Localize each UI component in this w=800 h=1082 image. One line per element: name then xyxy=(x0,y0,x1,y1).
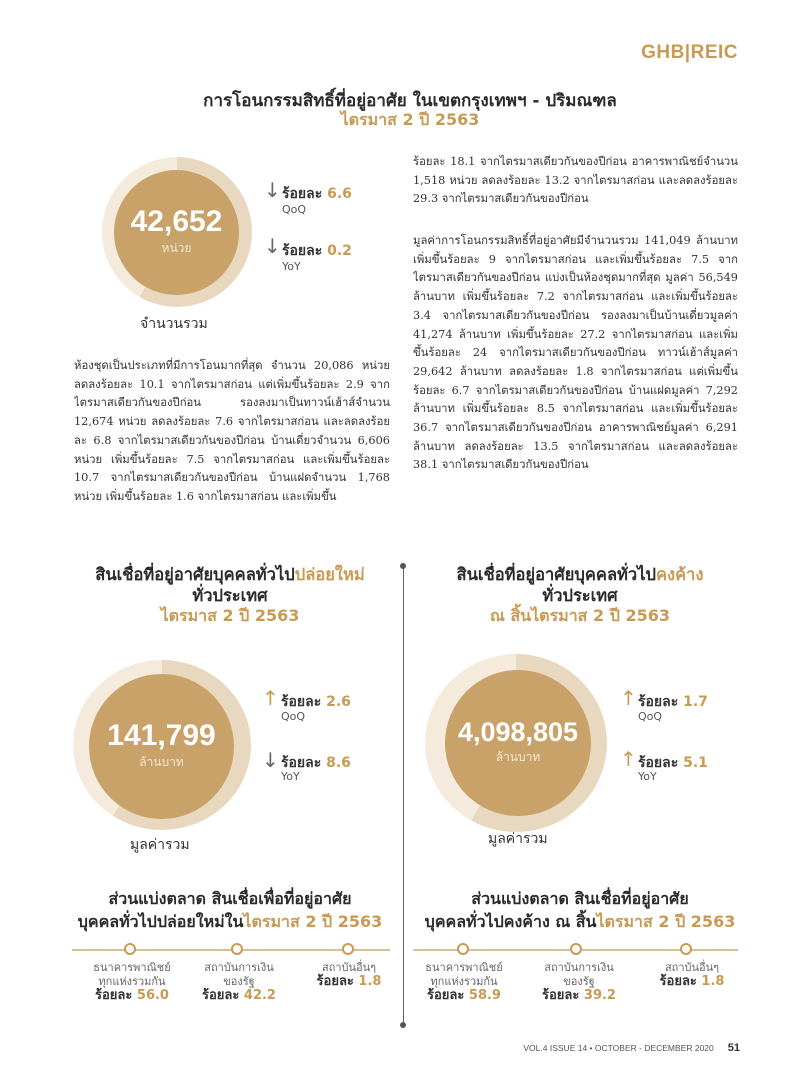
share-item-pct: 58.9 xyxy=(468,988,501,1003)
body-text-right-2: มูลค่าการโอนกรรมสิทธิ์ที่อยู่อาศัยมีจำนวนรวม 141,049 ล้านบาท เพิ่มขึ้นร้อยละ 9 จากไตรมาสก่อน และเพิ่มขึ้นร้อยละ 7.5 จากไตรมาสเดียวกันของปีก่อน แบ่งเป็นห้องชุดมากที่สุด มูลค่า 56,549 ล้านบาท เพิ่มขึ้นร้อยละ 7.2 จากไตรมาสก่อน และเพิ่มขึ้นร้อยละ 3.4 จากไตรมาสเดียวกันของปีก่อน รองลงมาเป็นบ้านเดี่ยวมูลค่า 41,274 ล้านบาท เพิ่มขึ้นร้อยละ 27.2 จากไตรมาสก่อน และเพิ่มขึ้นร้อยละ 24 จากไตรมาสเดียวกันของปีก่อน ทาวน์เฮ้าส์มูลค่า 29,642 ล้านบาท ลดลงร้อยละ 1.8 จากไตรมาสก่อน แต่เพิ่มขึ้นร้อยละ 6.7 จากไตรมาสเดียวกันของปีก่อน บ้านแฝดมูลค่า 7,292 ล้านบาท เพิ่มขึ้นร้อยละ 8.5 จากไตรมาสก่อน และเพิ่มขึ้นร้อยละ 36.7 จากไตรมาสเดียวกันของปีก่อน อาคารพาณิชย์มูลค่า 6,291 ล้านบาท ลดลงร้อยละ 13.5 จากไตรมาสก่อน และลดลงร้อยละ 38.1 จากไตรมาสเดียวกันของปีก่อน xyxy=(413,234,738,472)
share-new-title-dark: บุคคลทั่วไปปล่อยใหม่ใน xyxy=(77,912,244,931)
up-arrow-icon: ↑ xyxy=(620,686,637,710)
new-loans-caption: มูลค่ารวม xyxy=(130,837,190,853)
share-new-item-2 xyxy=(180,961,298,1003)
outstanding-yoy-value: 5.1 xyxy=(683,755,708,771)
new-loans-qoq-label: ร้อยละ xyxy=(281,694,322,710)
outstanding-yoy-tag: YoY xyxy=(638,770,657,783)
outstanding-unit: ล้านบาท xyxy=(495,750,541,764)
transfer-yoy-value: 0.2 xyxy=(327,243,352,259)
transfer-donut-center xyxy=(114,170,239,295)
new-loans-yoy-label: ร้อยละ xyxy=(281,755,322,771)
footer-issue: VOL.4 ISSUE 14 • OCTOBER - DECEMBER 2020 xyxy=(523,1043,714,1053)
outstanding-caption: มูลค่ารวม xyxy=(488,831,548,847)
outstanding-yoy-label: ร้อยละ xyxy=(638,755,679,771)
timeline-dot xyxy=(342,943,354,955)
share-out-title: ส่วนแบ่งตลาด สินเชื่อที่อยู่อาศัย xyxy=(471,889,689,908)
transfer-unit: หน่วย xyxy=(161,241,192,255)
timeline-dot xyxy=(680,943,692,955)
share-item-pct: 1.8 xyxy=(358,974,382,989)
share-out-title-gold: ไตรมาส 2 ปี 2563 xyxy=(596,912,736,931)
down-arrow-icon: ↓ xyxy=(262,748,279,772)
share-item-pct: 1.8 xyxy=(701,974,725,989)
share-item-pct-label: ร้อยละ xyxy=(659,974,697,989)
page-footer xyxy=(523,1042,740,1054)
share-item-pct-label: ร้อยละ xyxy=(542,988,580,1003)
new-loans-unit: ล้านบาท xyxy=(139,755,184,769)
transfer-caption: จำนวนรวม xyxy=(140,316,208,332)
share-new-title-line2 xyxy=(60,910,400,935)
transfer-qoq-tag: QoQ xyxy=(282,203,307,216)
share-out-title-line2 xyxy=(410,910,750,935)
outstanding-qoq-tag: QoQ xyxy=(638,710,663,723)
share-item-label: ธนาคารพาณิชย์ xyxy=(93,961,171,974)
up-arrow-icon: ↑ xyxy=(620,747,637,771)
share-item-label: ธนาคารพาณิชย์ xyxy=(425,961,503,974)
divider-bottom-dot xyxy=(400,1022,406,1028)
new-loans-qoq-value: 2.6 xyxy=(326,694,351,710)
body-text-right-1: ร้อยละ 18.1 จากไตรมาสเดียวกันของปีก่อน อาคารพาณิชย์จำนวน 1,518 หน่วย ลดลงร้อยละ 13.2 จากไตรมาสก่อน และลดลงร้อยละ 29.3 จากไตรมาสเดียวกันของปีก่อน xyxy=(413,155,738,206)
timeline-dot xyxy=(124,943,136,955)
share-item-label: สถาบันอื่นๆ xyxy=(321,961,377,974)
column-divider xyxy=(403,566,404,1026)
brand-logo: GHB|REIC xyxy=(641,42,738,63)
new-loans-title-line2: ทั่วประเทศ xyxy=(192,586,268,605)
share-out-item-2 xyxy=(520,961,638,1003)
share-item-pct: 56.0 xyxy=(136,988,169,1003)
new-loans-title-gold: ปล่อยใหม่ xyxy=(294,565,365,584)
transfer-qoq xyxy=(282,183,352,205)
new-loans-yoy-value: 8.6 xyxy=(326,755,351,771)
outstanding-qoq-label: ร้อยละ xyxy=(638,694,679,710)
share-item-label: ของรัฐ xyxy=(563,975,595,988)
down-arrow-icon: ↓ xyxy=(264,234,281,258)
share-item-pct-label: ร้อยละ xyxy=(202,988,240,1003)
outstanding-qoq-value: 1.7 xyxy=(683,694,708,710)
share-item-pct-label: ร้อยละ xyxy=(427,988,465,1003)
share-item-label: ของรัฐ xyxy=(223,975,255,988)
share-item-label: สถาบันอื่นๆ xyxy=(664,961,720,974)
outstanding-title-dark: สินเชื่อที่อยู่อาศัยบุคคลทั่วไป xyxy=(456,565,656,584)
transfer-yoy-tag: YoY xyxy=(282,260,301,273)
transfer-qoq-value: 6.6 xyxy=(327,186,352,202)
new-loans-total-value: 141,799 xyxy=(107,719,216,752)
outstanding-subtitle: ณ สิ้นไตรมาส 2 ปี 2563 xyxy=(490,606,670,625)
share-item-pct-label: ร้อยละ xyxy=(95,988,133,1003)
share-new-title: ส่วนแบ่งตลาด สินเชื่อเพื่อที่อยู่อาศัย xyxy=(108,889,352,908)
share-item-pct: 39.2 xyxy=(583,988,616,1003)
share-item-label: ทุกแห่งรวมกัน xyxy=(98,975,166,988)
outstanding-donut-center xyxy=(445,670,591,816)
new-loans-donut-center xyxy=(89,674,234,819)
timeline-dot xyxy=(457,943,469,955)
share-item-label: สถาบันการเงิน xyxy=(544,961,614,974)
share-out-item-1 xyxy=(410,961,518,1003)
share-out-title-dark: บุคคลทั่วไปคงค้าง ณ สิ้น xyxy=(424,912,597,931)
divider-top-dot xyxy=(400,563,406,569)
up-arrow-icon: ↑ xyxy=(262,686,279,710)
share-item-pct-label: ร้อยละ xyxy=(316,974,354,989)
new-loans-subtitle: ไตรมาส 2 ปี 2563 xyxy=(160,606,300,625)
transfer-total-value: 42,652 xyxy=(130,205,223,238)
body-text-left: ห้องชุดเป็นประเภทที่มีการโอนมากที่สุด จำนวน 20,086 หน่วย ลดลงร้อยละ 10.1 จากไตรมาสก่อน แต่เพิ่มขึ้นร้อยละ 2.9 จากไตรมาสเดียวกันของปีก่อน รองลงมาเป็นทาวน์เฮ้าส์จำนวน 12,674 หน่วย ลดลงร้อยละ 7.6 จากไตรมาสก่อน และลดลงร้อยละ 6.8 จากไตรมาสเดียวกันของปีก่อน บ้านเดี่ยวจำนวน 6,606 หน่วย เพิ่มขึ้นร้อยละ 7.5 จากไตรมาสก่อน และเพิ่มขึ้นร้อยละ 10.7 จากไตรมาสเดียวกันของปีก่อน บ้านแฝดจำนวน 1,768 หน่วย เพิ่มขึ้นร้อยละ 1.6 จากไตรมาสก่อน และเพิ่มขึ้น xyxy=(74,359,390,503)
transfer-yoy xyxy=(282,240,352,262)
share-item-pct: 42.2 xyxy=(243,988,276,1003)
share-out-item-3 xyxy=(644,961,740,989)
share-new-title-gold: ไตรมาส 2 ปี 2563 xyxy=(243,912,383,931)
page-title: การโอนกรรมสิทธิ์ที่อยู่อาศัย ในเขตกรุงเทพฯ - ปริมณฑล xyxy=(203,91,617,111)
share-item-label: ทุกแห่งรวมกัน xyxy=(430,975,498,988)
outstanding-total-value: 4,098,805 xyxy=(457,717,579,747)
timeline-dot xyxy=(231,943,243,955)
share-new-item-1 xyxy=(70,961,194,1003)
timeline-dot xyxy=(570,943,582,955)
share-item-label: สถาบันการเงิน xyxy=(204,961,274,974)
outstanding-title-line2: ทั่วประเทศ xyxy=(542,586,618,605)
down-arrow-icon: ↓ xyxy=(264,178,281,202)
new-loans-title-dark: สินเชื่อที่อยู่อาศัยบุคคลทั่วไป xyxy=(95,565,295,584)
new-loans-yoy-tag: YoY xyxy=(281,770,300,783)
transfer-qoq-label: ร้อยละ xyxy=(282,186,323,202)
page-number: 51 xyxy=(727,1042,740,1054)
new-loans-qoq-tag: QoQ xyxy=(281,710,306,723)
outstanding-title-gold: คงค้าง xyxy=(655,565,704,584)
transfer-yoy-label: ร้อยละ xyxy=(282,243,323,259)
share-new-item-3 xyxy=(304,961,394,989)
page-subtitle: ไตรมาส 2 ปี 2563 xyxy=(340,110,480,129)
